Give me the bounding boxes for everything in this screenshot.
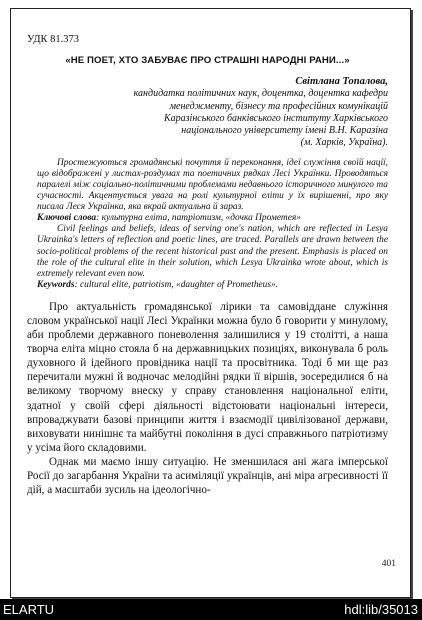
author-affiliation-line: кандидатка політичних наук, доцентка, доцентка кафедри <box>133 88 388 100</box>
article-title: «НЕ ПОЕТ, ХТО ЗАБУВАЄ ПРО СТРАШНІ НАРОДНІ РАНИ...» <box>65 55 350 66</box>
footer-right-label: hdl:lib/35013 <box>344 602 418 617</box>
author-affiliation-line: Каразінського банківського інституту Харківського <box>164 112 388 124</box>
author-name: Світлана Топалова, <box>295 76 388 87</box>
body-text <box>27 300 388 497</box>
footer-left-label: ELARTU <box>3 602 55 617</box>
article-content <box>27 34 388 497</box>
author-block <box>27 76 388 150</box>
footer-bar <box>0 599 422 620</box>
keywords-text: : cultural elite, patriotism, «daughter of Prometheus». <box>74 279 279 290</box>
author-affiliation-line: менеджменту, бізнесу та професійних комунікацій <box>169 100 388 112</box>
body-paragraph: Однак ми маємо іншу ситуацію. Не зменшилася ані жага імперської Росії до загарбання України та асиміляції українців, ані міра агресивності її дій, а масштаби зусиль на ідеологічно- <box>27 455 388 497</box>
abstract-block <box>37 158 388 291</box>
keywords-label: Keywords <box>37 279 75 290</box>
udk-code: УДК 81.373 <box>27 34 80 45</box>
abstract-english: Civil feelings and beliefs, ideas of serving one's nation, which are reflected in Lesya Ukrainka's letters of reflection and poetic lines, are traced. Parallels are drawn between the socio-political problems of the recent historical past and the present. Emphasis is placed on the role of the cultural elite in their solution, which Lesya Ukrainka wrote about, which is extremely relevant even now. <box>37 224 388 279</box>
keywords-english <box>37 280 388 291</box>
author-affiliation-line: (м. Харків, Україна). <box>300 137 388 149</box>
body-paragraph: Про актуальність громадянської лірики та самовіддане служіння словом української нації Лесі Українки можна було б говорити у минулому, аби проблеми державного поневолення залишилися у 19 століттi, а наша творча еліта міцно стояла б на державницьких позиціях, виконувала б роль духовного й ідейного провідника нації та просвітника. Тоді б ми ще раз перечитали мужні й водночас мелодійні рядки її віршів, зосередилися б на великому творчому внеску у справу становлення національної еліти, здатної у своїй сфері діяльності відстоювати національні інтереси, впроваджувати базові принципи життя і взаємодії цивілізованої держави, виховувати нинішнє та майбутні покоління в дусі справжнього патріотизму у усіма його складовими. <box>27 300 388 454</box>
author-affiliation-line: національного університету імені В.Н. Каразіна <box>181 125 388 137</box>
keywords-ukrainian <box>37 213 388 224</box>
page-number: 401 <box>381 559 396 569</box>
keywords-label: Ключові слова <box>37 213 97 224</box>
abstract-ukrainian: Простежуються громадянські почуття й переконання, ідеї служіння своїй нації, що відображені у листах-роздумах та поетичних рядках Лесі Українки. Проводяться паралелі між соціально-політичними проблемами недавнього історичного минулого та сучасності. Акцентується увага на ролі культурної еліти у їх вирішенні, про яку писала Леся Українка, яка вкрай актуальна й зараз. <box>37 157 388 213</box>
keywords-text: : культурна еліта, патріотизм, «дочка Прометея» <box>96 213 301 224</box>
